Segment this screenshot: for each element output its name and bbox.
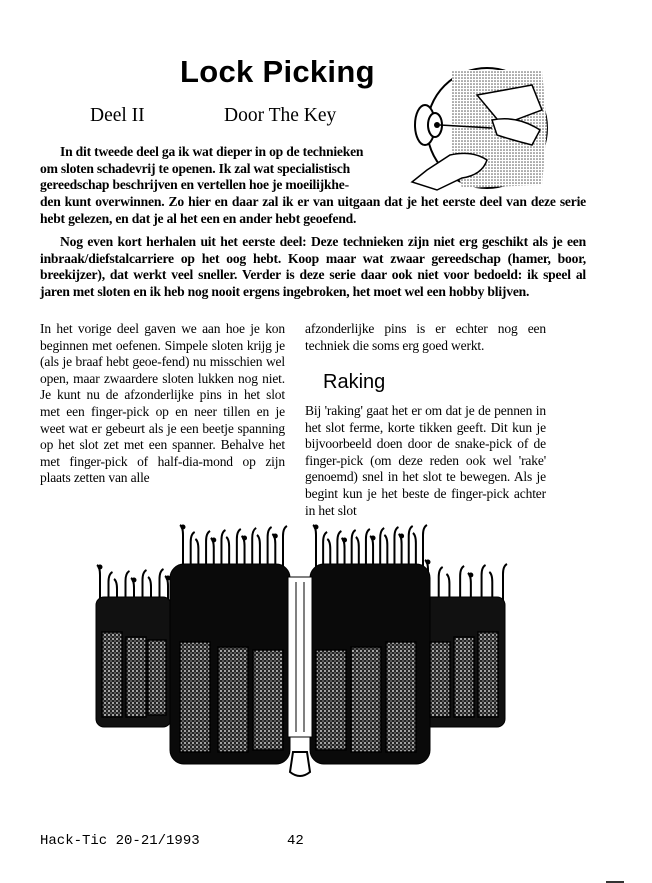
pick-tip [399, 534, 404, 539]
felt-pocket [180, 642, 210, 752]
felt-pocket [351, 647, 381, 752]
pick-tip [314, 525, 319, 530]
intro-paragraph-1-end [40, 194, 586, 227]
intro-text: den kunt overwinnen. Zo hier en daar zal ik er van uitgaan dat je het eerste deel van deze serie hebt gelezen, en dat je al het een en ander hebt geoefend. [40, 194, 586, 226]
footer-publication: Hack-Tic 20-21/1993 [40, 833, 200, 849]
pick-tip [342, 538, 347, 543]
article-title: Lock Picking [180, 54, 375, 89]
felt-pocket [218, 647, 248, 752]
article-author: Door The Key [224, 105, 337, 126]
pick-tip [181, 525, 186, 530]
pick-tip [426, 560, 431, 565]
body-column-left [40, 321, 285, 487]
felt-pocket [102, 632, 122, 717]
pick-tip [468, 573, 473, 578]
pick-tip [273, 534, 278, 539]
article-part: Deel II [90, 105, 145, 126]
pick-set-svg [88, 522, 518, 784]
felt-pocket [316, 650, 346, 750]
intro-paragraph-2 [40, 234, 586, 300]
body-column-right-raking [305, 403, 546, 519]
body-text: afzonderlijke pins is er echter nog een techniek die soms erg goed werkt. [305, 321, 546, 353]
body-text: Bij 'raking' gaat het er om dat je de pennen in het slot ferme, korte tikken geeft. Dit kun je bijvoorbeeld doen door de snake-pick of de finger-pick (om deze reden ook wel 'rake' genoemd) snel in het slot te bewegen. Als je begint kun je het beste de finger-pick achter in het slot [305, 403, 546, 518]
intro-paragraph-1-start [40, 144, 397, 194]
felt-pocket [126, 637, 146, 717]
felt-pocket [454, 637, 474, 717]
felt-pocket [148, 640, 166, 715]
intro-line: om sloten schadevrij te openen. Ik zal wat specialistisch [40, 160, 350, 176]
intro-line: gereedschap beschrijven en vertellen hoe je moeilijkhe- [40, 177, 349, 193]
felt-pocket [478, 632, 498, 717]
felt-pocket [430, 642, 450, 717]
pick-tip [132, 578, 137, 583]
lock-hand-illustration [392, 50, 550, 200]
pick-set-illustration [88, 522, 518, 784]
lock-hand-svg [392, 50, 550, 200]
section-heading-raking: Raking [323, 371, 386, 393]
felt-pocket [386, 642, 416, 752]
intro-text: Nog even kort herhalen uit het eerste deel: Deze technieken zijn niet erg geschikt als je een inbraak/diefstalcarriere op het oog hebt. Koop maar wat zwaar gereedschap (hamer, boor, breekijzer), dat werkt veel sneller. Verder is deze serie daar ook niet voor bedoeld: ik speel al jaren met sloten en ik heb nog nooit ergens ingebroken, het moet wel een hobby blijven. [40, 234, 586, 299]
intro-line: In dit tweede deel ga ik wat dieper in op de technieken [60, 144, 364, 159]
footer-page-number: 42 [287, 833, 304, 849]
pick-tip [242, 536, 247, 541]
pick-tip [371, 536, 376, 541]
zipper-pull [290, 752, 310, 776]
felt-pocket [253, 650, 283, 750]
case-zipper [288, 577, 312, 737]
body-text: In het vorige deel gaven we aan hoe je kon beginnen met oefenen. Simpele sloten krijg je (als je braaf hebt geoe-fend) nu misschien wel open, maar zwaardere sloten lukken nog niet. Je kunt nu de afzonderlijke pins in het slot met een finger-pick op en neer tillen en je weet wat er gebeurt als je een beetje spanning op het slot zet met een spanner. Behalve het met finger-pick of half-dia-mond op zijn plaats zetten van alle [40, 321, 285, 486]
body-column-right [305, 321, 546, 354]
pick-tip [98, 565, 103, 570]
pick-tip [211, 538, 216, 543]
keyhole [434, 122, 440, 128]
